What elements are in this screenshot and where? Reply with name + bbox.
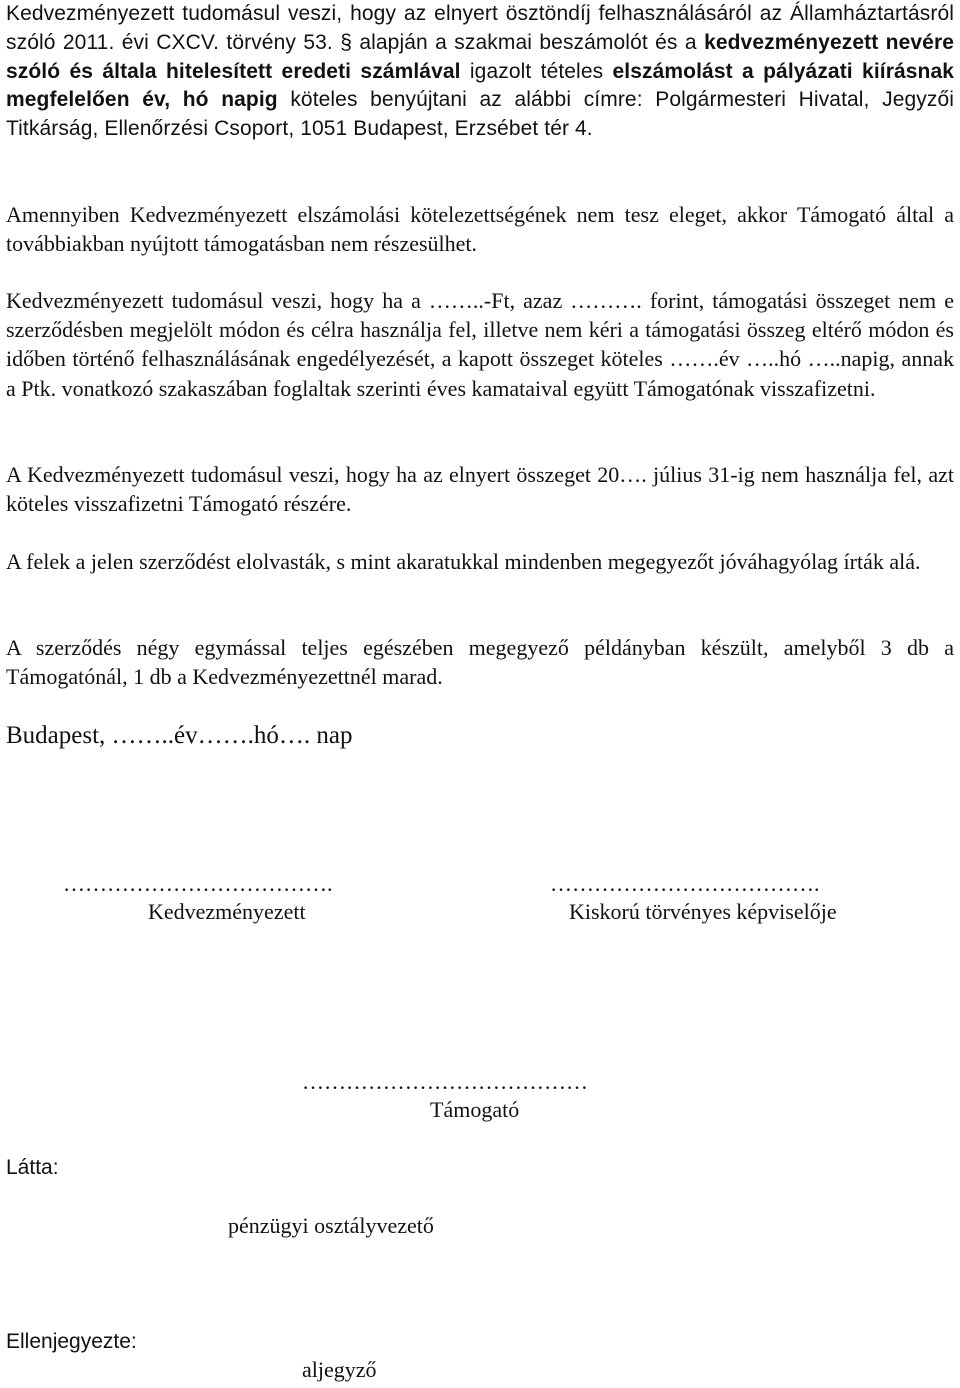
paragraph-agreement: A felek a jelen szerződést elolvasták, s mint akaratukkal mindenben megegyezőt jóváhagyólag írták alá.: [6, 549, 921, 574]
settlement-invoice-bold: kedvezményezett nevére szóló és általa hitelesített eredeti számlával: [6, 30, 954, 83]
settlement-deadline-bold: elszámolást a pályázati kiírásnak megfelelően év, hó napig: [6, 59, 955, 112]
paragraph-copies: A szerződés négy egymással teljes egészében megegyező példányban készült, amelyből 3 db a Támogatónál, 1 db a Kedvezményezettnél marad.: [6, 635, 954, 690]
signature-label-supporter: Támogató: [430, 1097, 520, 1122]
settlement-address: köteles benyújtani az alábbi címre: Polgármesteri Hivatal, Jegyzői Titkárság, Ellenőrzési Csoport, 1051 Budapest, Erzsébet tér 4.: [6, 88, 954, 141]
signature-line-guardian: ……………………………….: [550, 871, 820, 896]
signature-label-beneficiary: Kedvezményezett: [148, 899, 306, 924]
seen-label: Látta:: [6, 1156, 59, 1179]
place-and-date: Budapest, ……..év…….hó…. nap: [6, 722, 353, 749]
countersigned-role: aljegyző: [302, 1357, 377, 1382]
settlement-intro: Kedvezményezett tudomásul veszi, hogy az elnyert ösztöndíj felhasználásáról az Államháztartásról szóló 2011. évi CXCV. törvény 53. § alapján a szakmai beszámolót és a: [6, 2, 954, 54]
settlement-mid: igazolt tételes: [460, 59, 613, 83]
countersigned-label: Ellenjegyezte:: [6, 1330, 137, 1353]
paragraph-repayment: Kedvezményezett tudomásul veszi, hogy ha a ……..-Ft, azaz ………. forint, támogatási összeget nem e szerződésben megjelölt módon és célra használja fel, illetve nem kéri a támogatási összeg eltérő módon és időben történő felhasználásának engedélyezését, a kapott összeget köteles …….év …..hó …..napig, annak a Ptk. vonatkozó szakaszában foglaltak szerinti éves kamataival együtt Támogatónak visszafizetni.: [6, 288, 954, 401]
signature-line-beneficiary: ……………………………….: [63, 871, 333, 896]
paragraph-obligation: Amennyiben Kedvezményezett elszámolási kötelezettségének nem tesz eleget, akkor Támogató által a továbbiakban nyújtott támogatásban nem részesülhet.: [6, 202, 954, 257]
paragraph-settlement: [6, 0, 954, 144]
seen-role: pénzügyi osztályvezető: [228, 1213, 434, 1238]
paragraph-deadline: A Kedvezményezett tudomásul veszi, hogy ha az elnyert összeget 20…. július 31-ig nem használja fel, azt köteles visszafizetni Támogató részére.: [6, 462, 954, 517]
signature-line-supporter: …………………………………: [302, 1069, 588, 1094]
signature-label-guardian: Kiskorú törvényes képviselője: [569, 899, 837, 924]
